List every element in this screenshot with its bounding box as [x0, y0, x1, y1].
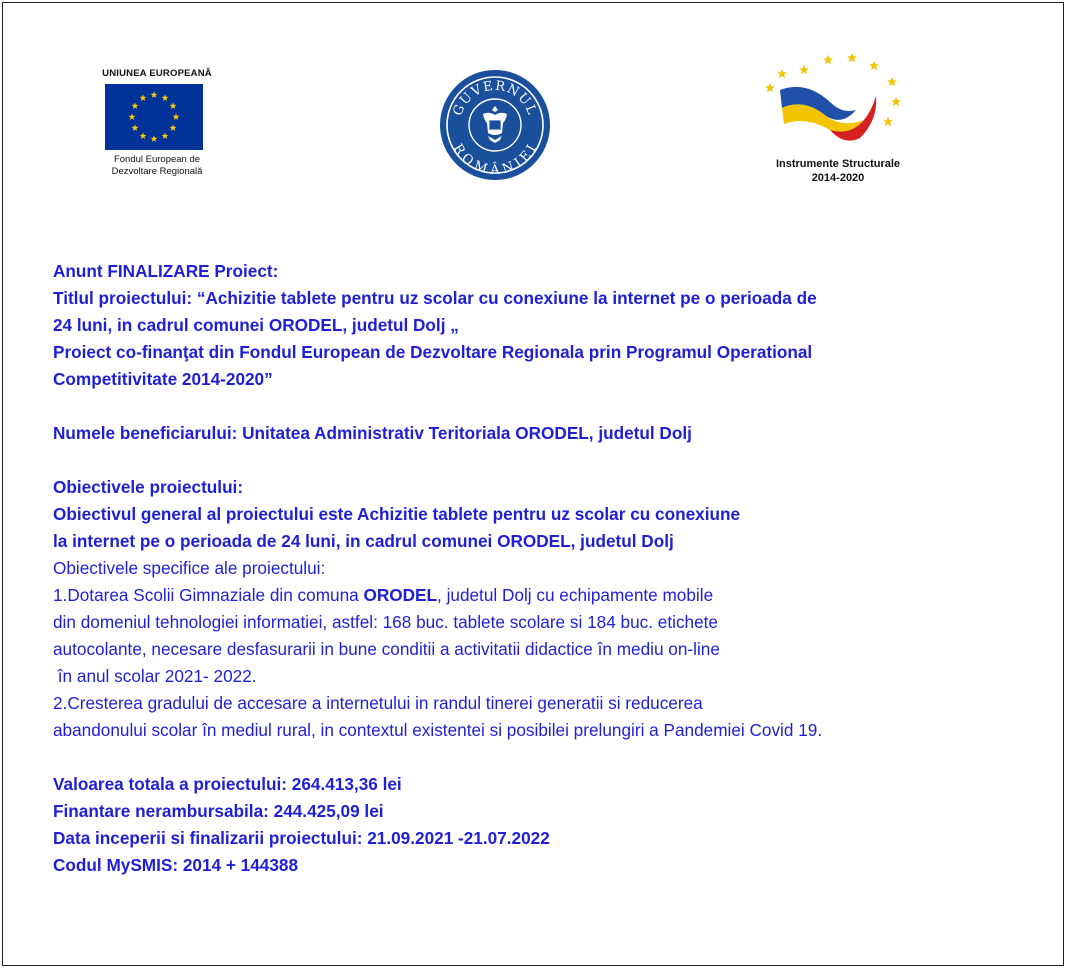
structural-star-icon [891, 97, 901, 106]
project-dates: Data inceperii si finalizarii proiectului: 21.09.2021 -21.07.2022 [53, 828, 550, 848]
project-title-line: Titlul proiectului: “Achizitie tablete pentru uz scolar cu conexiune la internet pe o perioada de [53, 288, 817, 308]
specific-objective-2: 2.Cresterea gradului de accesare a internetului in randul tinerei generatii si reducerea [53, 693, 703, 713]
gov-text-top: GUVERNUL [450, 78, 540, 119]
government-seal-icon [438, 68, 552, 182]
project-title-line: Competitivitate 2014-2020” [53, 369, 273, 389]
total-value: Valoarea totala a proiectului: 264.413,36 lei [53, 774, 402, 794]
gov-text-bottom: ROMÂNIEI [449, 141, 541, 178]
specific-objective-1-text: 1.Dotarea Scolii Gimnaziale din comuna [53, 585, 364, 605]
specific-objective-line: abandonului scolar în mediul rural, in contextul existentei si posibilei prelungiri a Pandemiei Covid 19. [53, 720, 823, 740]
general-objective-line: la internet pe o perioada de 24 luni, in cadrul comunei ORODEL, judetul Dolj [53, 531, 674, 551]
structural-star-icon [869, 61, 879, 70]
structural-star-icon [847, 53, 857, 62]
eu-flag-icon [105, 84, 203, 150]
specific-objective-line: din domeniul tehnologiei informatiei, astfel: 168 buc. tablete scolare si 184 buc. etichete [53, 612, 718, 632]
structural-instruments-logo [746, 50, 930, 190]
eu-caption-line-1: Fondul European de [113, 154, 201, 165]
specific-objective-1-bold: ORODEL [363, 585, 438, 605]
structural-star-icon [765, 83, 775, 92]
structural-caption-1: Instrumente Structurale [775, 158, 901, 170]
eu-logo [97, 68, 217, 188]
non-refundable-financing: Finantare nerambursabila: 244.425,09 lei [53, 801, 384, 821]
structural-caption-2: 2014-2020 [811, 172, 865, 184]
structural-star-icon [777, 69, 787, 78]
spacer [53, 744, 1053, 771]
announcement-heading: Anunt FINALIZARE Proiect: [53, 261, 279, 281]
beneficiary-line: Numele beneficiarului: Unitatea Administrativ Teritoriala ORODEL, judetul Dolj [53, 423, 692, 443]
project-title-line: Proiect co-finanţat din Fondul European de Dezvoltare Regionala prin Programul Operational [53, 342, 813, 362]
specific-objectives-heading: Obiectivele specifice ale proiectului: [53, 558, 326, 578]
structural-star-icon [823, 55, 833, 64]
specific-objective-1 [53, 582, 1053, 609]
structural-star-icon [799, 65, 809, 74]
eu-caption-bottom [97, 154, 217, 178]
specific-objective-line: autocolante, necesare desfasurarii in bune conditii a activitatii didactice în mediu on-line [53, 639, 720, 659]
structural-emblem-icon [746, 50, 930, 158]
specific-objective-1-rest: , judetul Dolj cu echipamente mobile [437, 585, 714, 605]
structural-star-icon [887, 77, 897, 86]
objectives-heading: Obiectivele proiectului: [53, 477, 244, 497]
general-objective-line: Obiectivul general al proiectului este Achizitie tablete pentru uz scolar cu conexiune [53, 504, 741, 524]
project-title-line: 24 luni, in cadrul comunei ORODEL, judetul Dolj „ [53, 315, 459, 335]
eu-caption-line-2: Dezvoltare Regională [111, 166, 203, 177]
announcement-body [53, 258, 1053, 879]
mysmis-code: Codul MySMIS: 2014 + 144388 [53, 855, 299, 875]
specific-objective-line: în anul scolar 2021- 2022. [53, 666, 257, 686]
spacer [53, 447, 1053, 474]
spacer [53, 393, 1053, 420]
eu-caption-top: UNIUNEA EUROPEANĂ [102, 68, 212, 79]
structural-star-icon [883, 117, 893, 126]
